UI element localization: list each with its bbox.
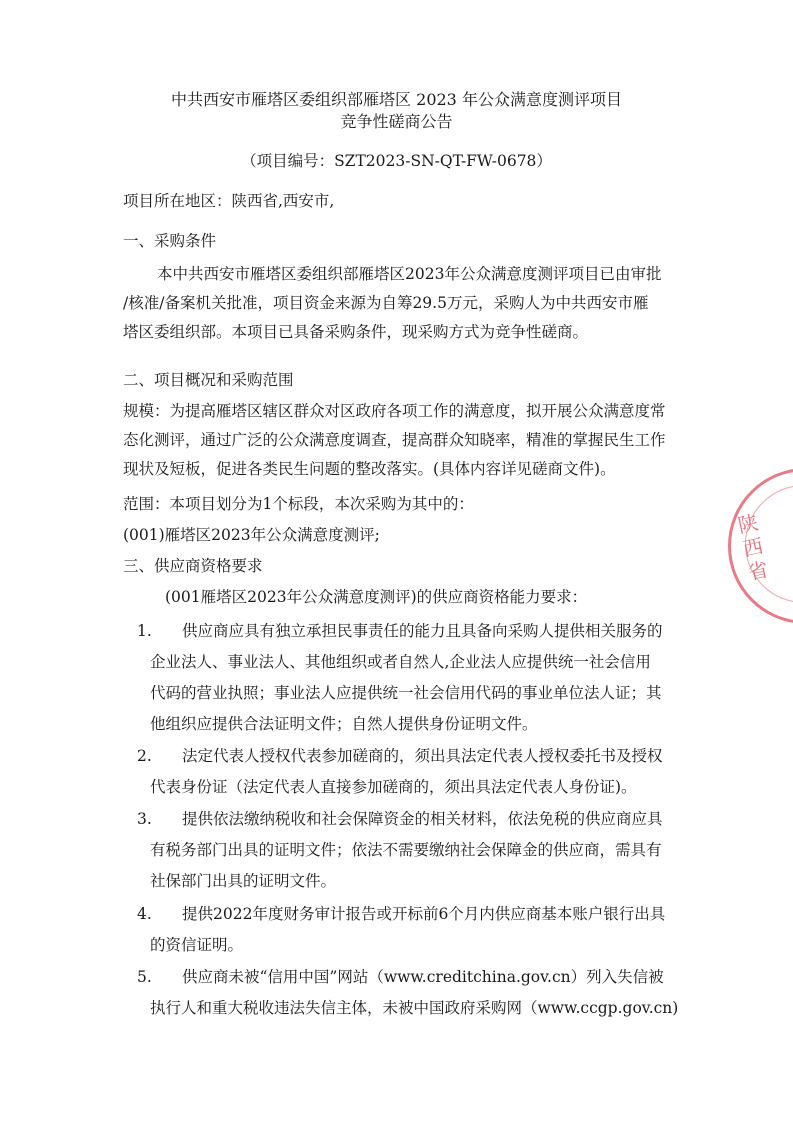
item-text-line: 供应商未被“信用中国”网站（www.creditchina.gov.cn）列入失信被 [182,968,664,986]
item-text-line: 的资信证明。 [150,936,244,954]
official-seal-stamp [728,468,793,624]
seal-text: 陕西省 [735,510,771,585]
item-number: 4. [137,905,152,923]
project-region: 项目所在地区：陕西省,西安市, [123,192,335,210]
section2-heading: 二、项目概况和采购范围 [123,371,294,389]
section3-intro: (001雁塔区2023年公众满意度测评)的供应商资格能力要求： [165,588,588,606]
item-text-line: 供应商应具有独立承担民事责任的能力且具备向采购人提供相关服务的 [182,622,663,640]
section1-heading: 一、采购条件 [123,232,217,250]
item-text-line: 提供2022年度财务审计报告或开标前6个月内供应商基本账户银行出具 [182,905,666,923]
item-text-line: 提供依法缴纳税收和社会保障资金的相关材料，依法免税的供应商应具 [182,810,663,828]
item-text-line: 代码的营业执照；事业法人应提供统一社会信用代码的事业单位法人证；其 [150,684,662,702]
lot-text: (001)雁塔区2023年公众满意度测评; [123,526,380,544]
scale-text-line: 态化测评，通过广泛的公众满意度调查，提高群众知晓率，精准的掌握民生工作 [123,431,666,449]
project-number: （项目编号：SZT2023-SN-QT-FW-0678） [241,152,552,170]
scale-text-line: 规模：为提高雁塔区辖区群众对区政府各项工作的满意度，拟开展公众满意度常 [123,402,666,420]
item-text-line: 法定代表人授权代表参加磋商的，须出具法定代表人授权委托书及授权 [182,747,663,765]
notice-title-line1: 中共西安市雁塔区委组织部雁塔区 2023 年公众满意度测评项目 [171,90,622,109]
item-number: 3. [137,810,152,828]
item-number: 1. [137,622,152,640]
notice-title-line2: 竞争性磋商公告 [340,112,453,131]
item-number: 5. [137,968,152,986]
section1-text-line: 塔区委组织部。本项目已具备采购条件，现采购方式为竞争性磋商。 [123,323,589,341]
section1-text-line: 本中共西安市雁塔区委组织部雁塔区2023年公众满意度测评项目已由审批 [157,265,662,283]
section1-text-line: /核准/备案机关批准，项目资金来源为自筹29.5万元，采购人为中共西安市雁 [123,294,649,312]
item-text-line: 社保部门出具的证明文件。 [150,872,337,890]
item-text-line: 代表身份证（法定代表人直接参加磋商的，须出具法定代表人身份证)。 [150,778,637,796]
item-text-line: 他组织应提供合法证明文件；自然人提供身份证明文件。 [150,715,538,733]
scale-text-line: 现状及短板，促进各类民生问题的整改落实。(具体内容详见磋商文件)。 [123,460,616,478]
section3-heading: 三、供应商资格要求 [123,557,263,575]
scope-text: 范围：本项目划分为1个标段，本次采购为其中的： [123,495,474,513]
item-text-line: 企业法人、事业法人、其他组织或者自然人,企业法人应提供统一社会信用 [150,653,651,671]
item-text-line: 有税务部门出具的证明文件；依法不需要缴纳社会保障金的供应商，需具有 [150,841,662,859]
item-number: 2. [137,747,152,765]
item-text-line: 执行人和重大税收违法失信主体，未被中国政府采购网（www.ccgp.gov.cn) [150,999,679,1017]
